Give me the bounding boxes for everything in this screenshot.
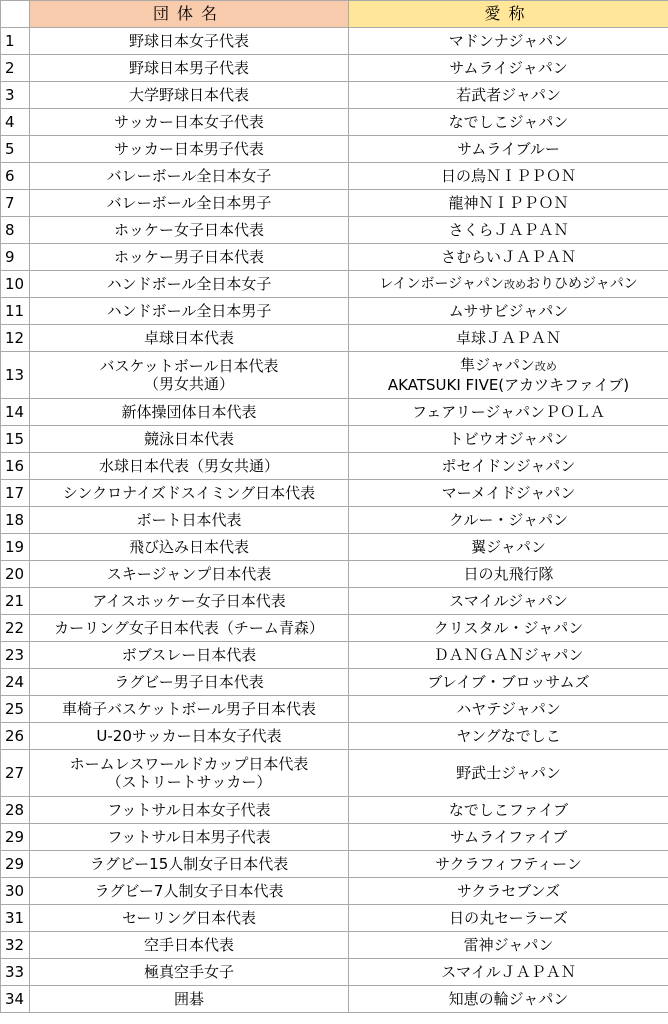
- table-row: [1, 190, 668, 217]
- team-nickname: クリスタル・ジャパン: [349, 615, 668, 642]
- team-nickname: スマイルＪＡＰＡＮ: [349, 959, 668, 986]
- team-name: ハンドボール全日本女子: [30, 271, 349, 298]
- row-number: 1: [1, 28, 30, 55]
- table-row: [1, 932, 668, 959]
- table-row: [1, 217, 668, 244]
- team-name: バレーボール全日本女子: [30, 163, 349, 190]
- row-number: 23: [1, 642, 30, 669]
- team-nickname: サクラセブンズ: [349, 878, 668, 905]
- table-row: [1, 352, 668, 399]
- table-row: [1, 507, 668, 534]
- nickname-renamed-note: 改め: [504, 277, 526, 291]
- team-name: 競泳日本代表: [30, 426, 349, 453]
- nickname-line: [349, 356, 668, 376]
- table-row: [1, 959, 668, 986]
- team-name-line: （ストリートサッカー）: [106, 773, 272, 791]
- header-team-name: 団体名: [30, 1, 349, 28]
- row-number: 33: [1, 959, 30, 986]
- row-number: 26: [1, 723, 30, 750]
- team-nickname: なでしこファイブ: [349, 797, 668, 824]
- team-nickname: 野武士ジャパン: [349, 750, 668, 797]
- team-nickname: ポセイドンジャパン: [349, 453, 668, 480]
- header-row: [1, 1, 668, 28]
- team-name: シンクロナイズドスイミング日本代表: [30, 480, 349, 507]
- table-row: [1, 750, 668, 797]
- row-number: 14: [1, 399, 30, 426]
- team-nickname: スマイルジャパン: [349, 588, 668, 615]
- team-name: 囲碁: [30, 986, 349, 1013]
- team-nickname: さむらいＪＡＰＡＮ: [349, 244, 668, 271]
- team-name: 新体操団体日本代表: [30, 399, 349, 426]
- team-name: フットサル日本男子代表: [30, 824, 349, 851]
- team-name-line: ホームレスワールドカップ日本代表: [69, 755, 309, 773]
- nickname-renamed-note: 改め: [534, 360, 557, 373]
- team-nickname: 日の鳥ＮＩＰＰＯＮ: [349, 163, 668, 190]
- team-name: フットサル日本女子代表: [30, 797, 349, 824]
- row-number: 13: [1, 352, 30, 399]
- team-nickname: 知恵の輪ジャパン: [349, 986, 668, 1013]
- team-name: サッカー日本女子代表: [30, 109, 349, 136]
- team-nickname: マドンナジャパン: [349, 28, 668, 55]
- table-row: [1, 534, 668, 561]
- table-row: [1, 28, 668, 55]
- row-number: 20: [1, 561, 30, 588]
- team-nickname: 翼ジャパン: [349, 534, 668, 561]
- team-name: ホッケー女子日本代表: [30, 217, 349, 244]
- row-number: 9: [1, 244, 30, 271]
- team-name: 卓球日本代表: [30, 325, 349, 352]
- team-nickname: さくらＪＡＰＡＮ: [349, 217, 668, 244]
- team-nickname: サクラフィフティーン: [349, 851, 668, 878]
- nickname-part: レインボージャパン: [379, 275, 504, 292]
- table-row: [1, 453, 668, 480]
- table-row: [1, 669, 668, 696]
- row-number: 18: [1, 507, 30, 534]
- table-row: [1, 905, 668, 932]
- nickname-line: AKATSUKI FIVE(アカツキファイブ): [387, 376, 630, 394]
- team-nickname: ハヤテジャパン: [349, 696, 668, 723]
- row-number: 22: [1, 615, 30, 642]
- team-name-line: （男女共通）: [143, 375, 234, 393]
- team-name: 大学野球日本代表: [30, 82, 349, 109]
- team-nickname: サムライブルー: [349, 136, 668, 163]
- row-number: 10: [1, 271, 30, 298]
- team-nickname: フェアリージャパンＰＯＬＡ: [349, 399, 668, 426]
- team-name: 野球日本女子代表: [30, 28, 349, 55]
- team-nickname: 卓球ＪＡＰＡＮ: [349, 325, 668, 352]
- row-number: 29: [1, 824, 30, 851]
- table-row: [1, 298, 668, 325]
- row-number: 6: [1, 163, 30, 190]
- team-name: ボブスレー日本代表: [30, 642, 349, 669]
- row-number: 32: [1, 932, 30, 959]
- row-number: 5: [1, 136, 30, 163]
- team-name: ハンドボール全日本男子: [30, 298, 349, 325]
- table-row: [1, 824, 668, 851]
- row-number: 19: [1, 534, 30, 561]
- team-name: 車椅子バスケットボール男子日本代表: [30, 696, 349, 723]
- team-name: ラグビー7人制女子日本代表: [30, 878, 349, 905]
- nickname-part: 隼ジャパン: [460, 356, 535, 374]
- header-number: [1, 1, 30, 28]
- team-name: 空手日本代表: [30, 932, 349, 959]
- team-name: ラグビー男子日本代表: [30, 669, 349, 696]
- team-name: カーリング女子日本代表（チーム青森）: [30, 615, 349, 642]
- team-nickname: 日の丸セーラーズ: [349, 905, 668, 932]
- table-row: [1, 109, 668, 136]
- row-number: 27: [1, 750, 30, 797]
- team-name: U-20サッカー日本女子代表: [30, 723, 349, 750]
- team-nickname: なでしこジャパン: [349, 109, 668, 136]
- team-nickname: ムササビジャパン: [349, 298, 668, 325]
- table-row: [1, 723, 668, 750]
- table-row: [1, 615, 668, 642]
- team-name: サッカー日本男子代表: [30, 136, 349, 163]
- team-nickname: 若武者ジャパン: [349, 82, 668, 109]
- table-row: [1, 399, 668, 426]
- team-name: ラグビー15人制女子日本代表: [30, 851, 349, 878]
- team-name: アイスホッケー女子日本代表: [30, 588, 349, 615]
- table-row: [1, 325, 668, 352]
- team-nickname: 日の丸飛行隊: [349, 561, 668, 588]
- table-row: [1, 986, 668, 1013]
- team-nickname: 龍神ＮＩＰＰＯＮ: [349, 190, 668, 217]
- row-number: 2: [1, 55, 30, 82]
- table-row: [1, 588, 668, 615]
- team-name: 飛び込み日本代表: [30, 534, 349, 561]
- table-row: [1, 271, 668, 298]
- row-number: 11: [1, 298, 30, 325]
- team-name: 水球日本代表（男女共通）: [30, 453, 349, 480]
- team-name: バレーボール全日本男子: [30, 190, 349, 217]
- table-row: [1, 480, 668, 507]
- table-row: [1, 244, 668, 271]
- team-nickname: ＤＡＮＧＡＮジャパン: [349, 642, 668, 669]
- team-name-line: バスケットボール日本代表: [99, 357, 279, 375]
- team-nickname: [349, 271, 668, 298]
- table-row: [1, 136, 668, 163]
- table-row: [1, 642, 668, 669]
- row-number: 4: [1, 109, 30, 136]
- row-number: 7: [1, 190, 30, 217]
- row-number: 15: [1, 426, 30, 453]
- team-name: セーリング日本代表: [30, 905, 349, 932]
- row-number: 31: [1, 905, 30, 932]
- table-row: [1, 55, 668, 82]
- row-number: 12: [1, 325, 30, 352]
- row-number: 17: [1, 480, 30, 507]
- row-number: 24: [1, 669, 30, 696]
- row-number: 21: [1, 588, 30, 615]
- team-nickname: 雷神ジャパン: [349, 932, 668, 959]
- team-name: ホッケー男子日本代表: [30, 244, 349, 271]
- row-number: 28: [1, 797, 30, 824]
- row-number: 30: [1, 878, 30, 905]
- table-row: [1, 82, 668, 109]
- team-nickname: トビウオジャパン: [349, 426, 668, 453]
- row-number: 16: [1, 453, 30, 480]
- team-nickname: サムライジャパン: [349, 55, 668, 82]
- row-number: 3: [1, 82, 30, 109]
- row-number: 34: [1, 986, 30, 1013]
- team-name: ボート日本代表: [30, 507, 349, 534]
- team-name: [30, 352, 349, 399]
- table-row: [1, 426, 668, 453]
- table-row: [1, 797, 668, 824]
- table-row: [1, 878, 668, 905]
- table-row: [1, 163, 668, 190]
- header-nickname: 愛称: [349, 1, 668, 28]
- team-nickname: サムライファイブ: [349, 824, 668, 851]
- table-row: [1, 561, 668, 588]
- row-number: 8: [1, 217, 30, 244]
- team-nickname: マーメイドジャパン: [349, 480, 668, 507]
- team-nickname: クルー・ジャパン: [349, 507, 668, 534]
- nickname-part: おりひめジャパン: [526, 275, 638, 292]
- team-name: 極真空手女子: [30, 959, 349, 986]
- row-number: 29: [1, 851, 30, 878]
- team-nickname: [349, 352, 668, 399]
- team-name: スキージャンプ日本代表: [30, 561, 349, 588]
- row-number: 25: [1, 696, 30, 723]
- table-row: [1, 851, 668, 878]
- table-row: [1, 696, 668, 723]
- team-name: 野球日本男子代表: [30, 55, 349, 82]
- team-name: [30, 750, 349, 797]
- team-nickname: ヤングなでしこ: [349, 723, 668, 750]
- team-nickname: ブレイブ・ブロッサムズ: [349, 669, 668, 696]
